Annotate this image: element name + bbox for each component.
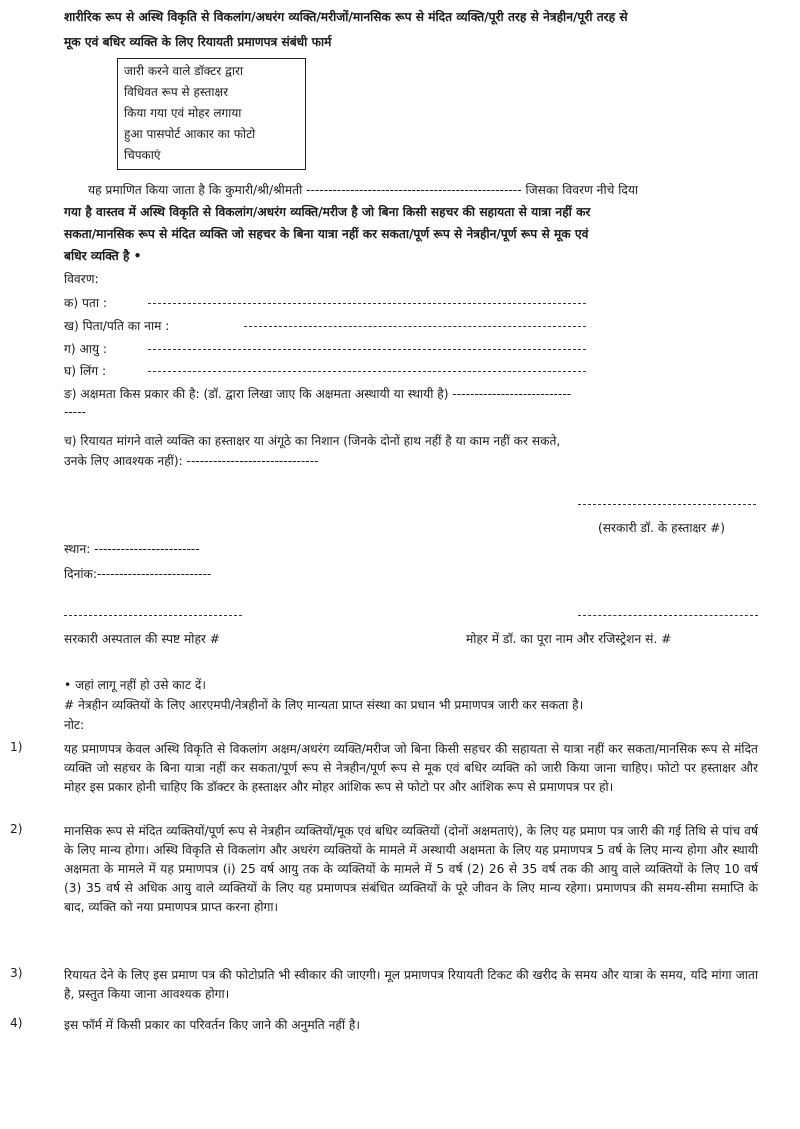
note-number: 4): [10, 1016, 23, 1030]
photo-box-line: चिपकाएं: [124, 148, 161, 162]
footnote-blind: # नेत्रहीन व्यक्तियों के लिए आरएमपी/नेत्रहीनों के लिए मान्यता प्राप्त संस्था का प्रधान भी प्रमाणपत्र जारी कर सकता है।: [64, 698, 584, 712]
certify-line-4: बधिर व्यक्ति है •: [64, 249, 142, 263]
photo-box-line: जारी करने वाले डॉक्टर द्वारा: [124, 64, 244, 78]
notes-heading: नोट:: [64, 718, 85, 732]
photo-box-line: किया गया एवं मोहर लगाया: [124, 106, 242, 120]
note-number: 1): [10, 740, 23, 754]
note-text: मानसिक रूप से मंदित व्यक्तियों/पूर्ण रूप से नेत्रहीन व्यक्तियों/मूक एवं बधिर व्यक्तियों (दोनों अक्षमताएं), के लिए यह प्रमाण पत्र जारी की गई तिथि से पांच वर्ष के लिए मान्य होगा। अस्थि विकृति से विकलांग और अधरंग व्यक्तियों के मामले में अस्थायी अक्षमता के लिए यह प्रमाणपत्र 5 वर्ष के लिए मान्य होगा और स्थायी अक्षमता के मामले में यह प्रमाणपत्र (i) 25 वर्ष आयु तक के व्यक्तियों के मामले में 5 वर्ष (2) 26 से 35 वर्ष तक की आयु वाले व्यक्तियों के लिए 10 वर्ष (3) 35 वर्ष से अधिक आयु वाले व्यक्तियों के लिए यह प्रमाणपत्र संबंधित व्यक्तियों के पूरे जीवन के लिए मान्य रहेगा। प्रमाणपत्र की समय-सीमा समाप्ति के बाद, व्यक्ति को नया प्रमाणपत्र प्राप्त करना होगा।: [64, 824, 758, 914]
photo-box-line: हुआ पासपोर्ट आकार का फोटो: [124, 127, 256, 141]
form-title-line-1: शारीरिक रूप से अस्थि विकृति से विकलांग/अधरंग व्यक्ति/मरीजों/मानसिक रूप से मंदित व्यक्ति/पूरी तरह से नेत्रहीन/पूरी तरह से: [64, 10, 628, 24]
field-address-line[interactable]: [148, 303, 586, 304]
doctor-seal-label: मोहर में डॉ. का पूरा नाम और रजिस्ट्रेशन सं. #: [466, 632, 672, 646]
form-title-line-2: मूक एवं बधिर व्यक्ति के लिए रियायती प्रमाणपत्र संबंधी फार्म: [64, 35, 332, 49]
field-address-label: क) पता :: [64, 296, 107, 310]
field-age-label: ग) आयु :: [64, 342, 107, 356]
govt-doctor-signature-label: (सरकारी डॉ. के हस्ताक्षर #): [598, 521, 726, 535]
doctor-seal-line[interactable]: [578, 615, 758, 616]
date-field: दिनांक:--------------------------: [64, 567, 212, 581]
disability-type-cont: -----: [64, 405, 86, 419]
note-text: इस फॉर्म में किसी प्रकार का परिवर्तन किए जाने की अनुमति नहीं है।: [64, 1018, 360, 1032]
photo-box: [117, 58, 306, 170]
field-age-line[interactable]: [148, 349, 586, 350]
field-gender-line[interactable]: [148, 371, 586, 372]
applicant-signature-line-1: च) रियायत मांगने वाले व्यक्ति का हस्ताक्षर या अंगूठे का निशान (जिनके दोनों हाथ नहीं है या काम नहीं कर सकते,: [64, 434, 561, 448]
note-text: यह प्रमाणपत्र केवल अस्थि विकृति से विकलांग अक्षम/अधरंग व्यक्ति/मरीज जो बिना किसी सहचर की सहायता से यात्रा नहीं कर सकता/मानसिक रूप से मंदित व्यक्ति जो सहचर के बिना यात्रा नहीं कर सकता/पूर्ण रूप से नेत्रहीन/पूर्ण रूप से मूक एवं बधिर व्यक्ति को जारी किया जाना चाहिए। फोटो पर हस्ताक्षर और मोहर इस प्रकार होनी चाहिए कि डॉक्टर के हस्ताक्षर और मोहर आंशिक रूप से फोटो पर और आंशिक रूप से प्रमाणपत्र पर हो।: [64, 742, 758, 794]
note-text: रियायत देने के लिए इस प्रमाण पत्र की फोटोप्रति भी स्वीकार की जाएगी। मूल प्रमाणपत्र रियायती टिकट की खरीद के समय और यात्रा के समय, यदि मांगा जाता है, प्रस्तुत किया जाना आवश्यक होगा।: [64, 968, 758, 1001]
certify-line-1: यह प्रमाणित किया जाता है कि कुमारी/श्री/श्रीमती ------------------------------------------------- जिसका विवरण नीचे दिया: [88, 183, 639, 197]
note-number: 3): [10, 966, 23, 980]
hospital-seal-label: सरकारी अस्पताल की स्पष्ट मोहर #: [64, 632, 221, 646]
field-father-name-label: ख) पिता/पति का नाम :: [64, 319, 170, 333]
note-number: 2): [10, 822, 23, 836]
hospital-seal-line[interactable]: [64, 615, 242, 616]
applicant-signature-line-2: उनके लिए आवश्यक नहीं): ------------------------------: [64, 454, 319, 468]
field-gender-label: घ) लिंग :: [64, 364, 107, 378]
disability-type-line: ङ) अक्षमता किस प्रकार की है: (डॉ. द्वारा लिखा जाए कि अक्षमता अस्थायी या स्थायी है) ---------------------------: [64, 387, 572, 401]
field-father-name-line[interactable]: [244, 326, 586, 327]
footnote-strike: • जहां लागू नहीं हो उसे काट दें।: [64, 678, 206, 692]
certify-line-3: सकता/मानसिक रूप से मंदित व्यक्ति जो सहचर के बिना यात्रा नहीं कर सकता/पूर्ण रूप से नेत्रहीन/पूर्ण रूप से मूक एवं: [64, 227, 589, 241]
photo-box-line: विधिवत रूप से हस्ताक्षर: [124, 85, 228, 99]
place-field: स्थान: ------------------------: [64, 542, 200, 556]
govt-doctor-signature-line[interactable]: [578, 504, 756, 505]
certify-line-2: गया है वास्तव में अस्थि विकृति से विकलांग/अधरंग व्यक्ति/मरीज है जो बिना किसी सहचर की सहायता से यात्रा नहीं कर: [64, 205, 591, 219]
details-heading: विवरण:: [64, 272, 99, 286]
